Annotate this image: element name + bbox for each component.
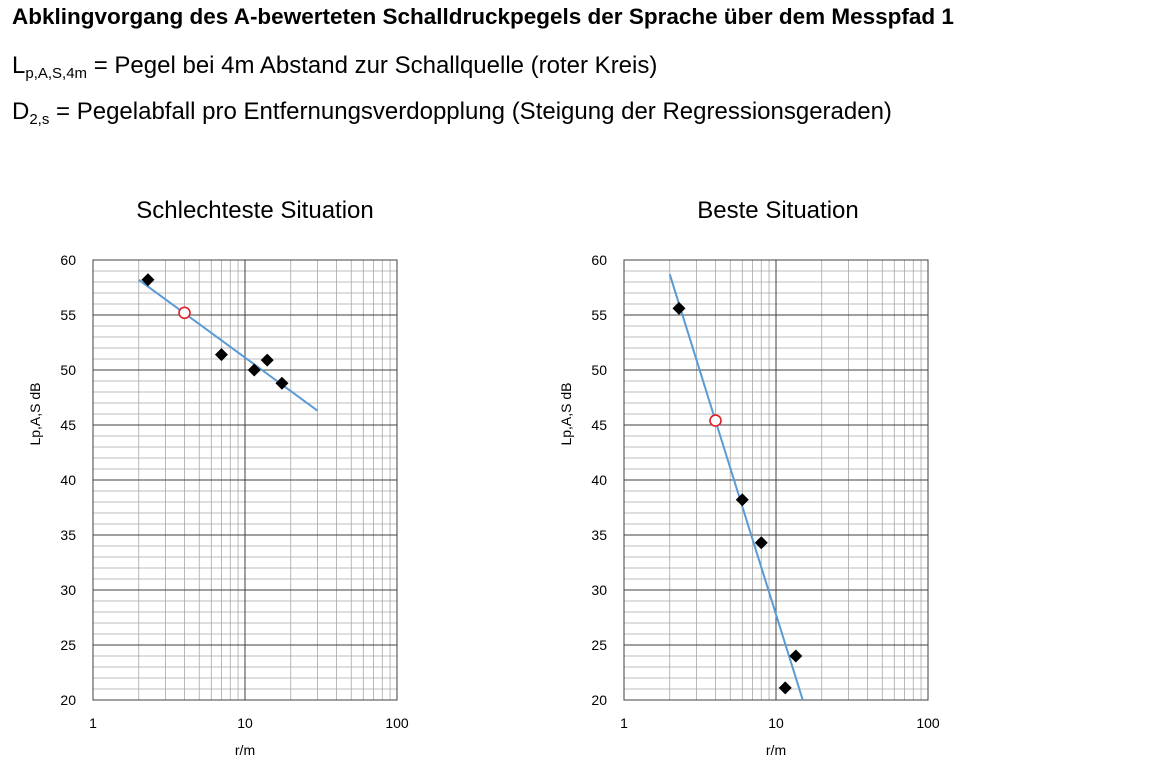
symbol-D: D [12,98,30,125]
page-title: Abklingvorgang des A-bewerteten Schalldruckpegels der Sprache über dem Messpfad 1 [12,4,954,29]
y-tick-label: 20 [591,692,607,708]
legend-line-lpas4m-text: = Pegel bei 4m Abstand zur Schallquelle (roter Kreis) [87,52,658,79]
y-tick-label: 25 [60,637,76,653]
y-tick-label: 40 [60,472,76,488]
y-tick-label: 20 [60,692,76,708]
data-point [755,536,768,549]
x-tick-label: 1 [620,715,628,731]
chart-best [558,197,940,758]
y-tick-label: 60 [591,252,607,268]
y-tick-label: 30 [60,582,76,598]
y-tick-label: 25 [591,637,607,653]
y-tick-label: 60 [60,252,76,268]
reference-point-4m [710,415,721,426]
y-tick-label: 55 [591,307,607,323]
y-tick-label: 50 [60,362,76,378]
y-tick-label: 45 [60,417,76,433]
x-tick-label: 100 [916,715,940,731]
y-tick-label: 45 [591,417,607,433]
chart-title: Beste Situation [697,197,859,224]
x-tick-label: 100 [385,715,409,731]
y-axis-label: Lp,A,S dB [558,382,574,446]
y-tick-label: 50 [591,362,607,378]
y-axis-label: Lp,A,S dB [27,382,43,446]
chart-title: Schlechteste Situation [136,197,374,224]
symbol-L: L [12,52,26,79]
symbol-D-subscript: 2,s [29,111,50,128]
legend-line-d2s-text: = Pegelabfall pro Entfernungsverdopplung (Steigung der Regressionsgeraden) [49,98,892,125]
x-axis-label: r/m [765,742,787,758]
y-tick-label: 40 [591,472,607,488]
x-axis-label: r/m [234,742,256,758]
y-tick-label: 35 [60,527,76,543]
regression-line [670,274,803,700]
y-tick-label: 30 [591,582,607,598]
x-tick-label: 10 [768,715,784,731]
symbol-L-subscript: p,A,S,4m [25,65,88,82]
y-tick-label: 55 [60,307,76,323]
chart-worst [27,197,409,758]
data-point [248,364,261,377]
data-point [261,354,274,367]
data-point [779,681,792,694]
reference-point-4m [179,307,190,318]
x-tick-label: 10 [237,715,253,731]
x-tick-label: 1 [89,715,97,731]
data-point [736,493,749,506]
y-tick-label: 35 [591,527,607,543]
